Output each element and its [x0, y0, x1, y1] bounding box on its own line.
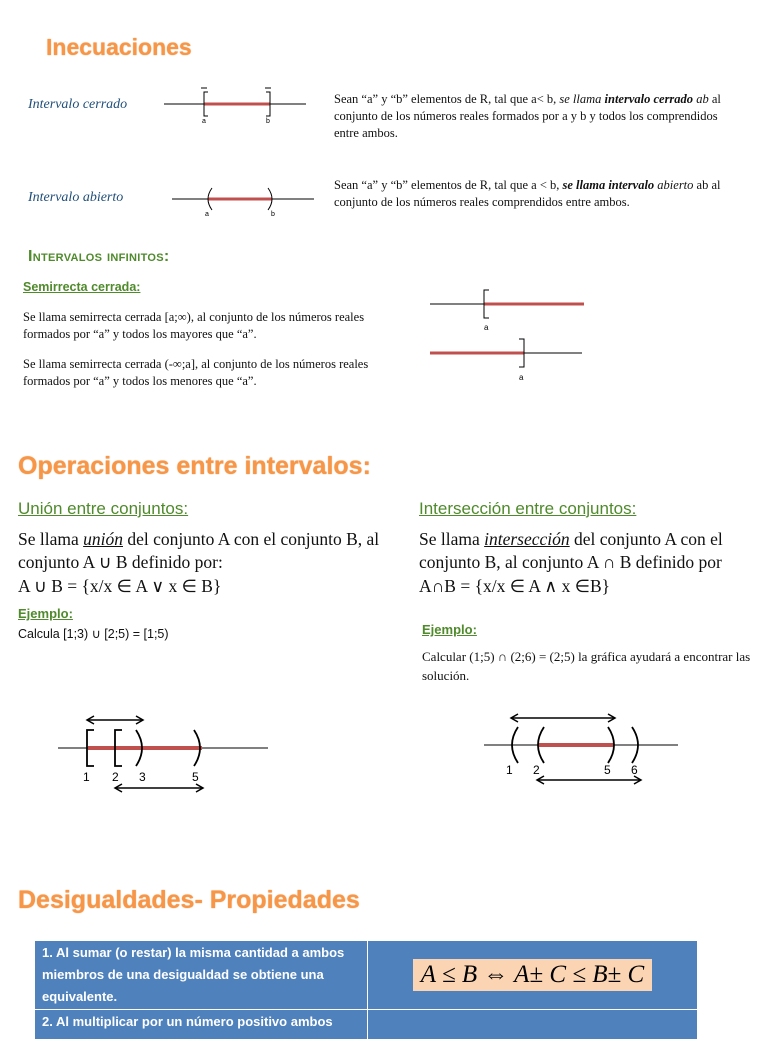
- closed-interval-diagram: [160, 84, 310, 126]
- union-tick-1: 1: [83, 770, 90, 784]
- property-formula-cell: [368, 941, 698, 1010]
- intersection-tick-6: 6: [631, 763, 638, 777]
- properties-row: [35, 1010, 698, 1040]
- open-interval-diagram: [168, 182, 318, 222]
- union-tick-5: 5: [192, 770, 199, 784]
- closed-point-b: b: [266, 118, 270, 125]
- union-tick-2: 2: [112, 770, 119, 784]
- page-title: Inecuaciones: [46, 34, 192, 60]
- half-line-subheading: Semirrecta cerrada:: [23, 280, 141, 294]
- union-example: Calcula [1;3) ∪ [2;5) = [1;5): [18, 627, 169, 641]
- union-tick-3: 3: [139, 770, 146, 784]
- half-line-text-2: Se llama semirrecta cerrada (-∞;a], al conjunto de los números reales formados por “a” y todos los menores que “a”.: [23, 357, 369, 388]
- union-definition: Se llama unión del conjunto A con el conjunto B, al conjunto A ∪ B definido por:: [18, 529, 380, 572]
- closed-interval-label: Intervalo cerrado: [28, 97, 128, 112]
- intersection-example: Calcular (1;5) ∩ (2;6) = (2;5) la gráfica ayudará a encontrar las solución.: [422, 649, 751, 683]
- union-diagram: [54, 712, 274, 796]
- intersection-diagram: [480, 708, 684, 794]
- open-interval-label: Intervalo abierto: [28, 190, 124, 205]
- infinite-intervals-heading: Intervalos infinitos:: [28, 248, 170, 265]
- property-text: 1. Al sumar (o restar) la misma cantidad a ambos miembros de una desigualdad se obtiene una equivalente.: [35, 941, 368, 1010]
- closed-point-a: a: [202, 118, 206, 125]
- operations-heading: Operaciones entre intervalos:: [18, 452, 371, 480]
- intersection-example-heading: Ejemplo:: [422, 622, 477, 637]
- properties-row: [35, 941, 698, 1010]
- half-line-point-a-1: a: [484, 323, 489, 332]
- union-formula: A ∪ B = {x/x ∈ A ∨ x ∈ B}: [18, 576, 222, 596]
- open-point-b: b: [271, 211, 275, 218]
- union-heading: Unión entre conjuntos:: [18, 499, 189, 518]
- property-formula-cell: [368, 1010, 698, 1040]
- intersection-tick-1: 1: [506, 763, 513, 777]
- union-example-heading: Ejemplo:: [18, 606, 73, 621]
- properties-heading: Desigualdades- Propiedades: [18, 886, 360, 914]
- closed-interval-description: Sean “a” y “b” elementos de R, tal que a< b, se llama intervalo cerrado ab al conjunto de los números reales formados por a y b y todos los comprendidos entre ambos.: [334, 92, 721, 140]
- half-line-text-1: Se llama semirrecta cerrada [a;∞), al conjunto de los números reales formados por “a” y todos los mayores que “a”.: [23, 310, 365, 341]
- intersection-tick-5: 5: [604, 763, 611, 777]
- intersection-heading: Intersección entre conjuntos:: [419, 499, 637, 518]
- half-line-closed-right-diagram: [428, 286, 588, 332]
- intersection-tick-2: 2: [533, 763, 540, 777]
- intersection-formula: A∩B = {x/x ∈ A ∧ x ∈B}: [419, 576, 611, 596]
- open-point-a: a: [205, 211, 209, 218]
- property-text: 2. Al multiplicar por un número positivo ambos: [35, 1010, 368, 1040]
- intersection-definition: Se llama intersección del conjunto A con el conjunto B, al conjunto A ∩ B definido por: [419, 529, 723, 572]
- property-formula: A ≤ B ⇔ A± C ≤ B± C: [413, 959, 652, 991]
- half-line-point-a-2: a: [519, 373, 524, 382]
- half-line-closed-left-diagram: [428, 334, 588, 386]
- open-interval-description: Sean “a” y “b” elementos de R, tal que a < b, se llama intervalo abierto ab al conjunto de los números reales comprendidos entre ambos.: [334, 178, 721, 209]
- properties-table: [34, 940, 698, 1040]
